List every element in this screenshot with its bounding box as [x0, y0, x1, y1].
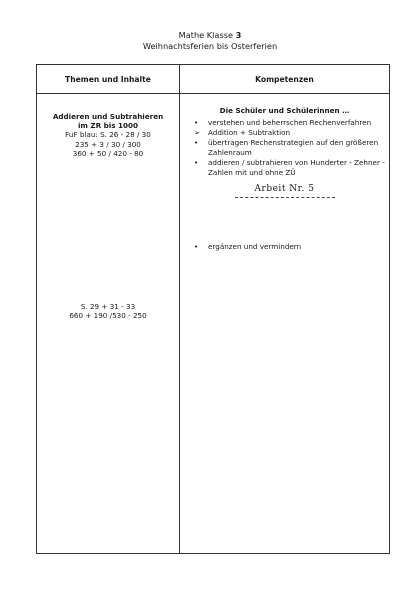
list-item: [194, 118, 389, 128]
list-item: [194, 158, 389, 178]
topic-title-line: Addieren und Subtrahieren: [52, 112, 164, 121]
arrow-bullet-icon: ➢: [194, 128, 201, 137]
list-item-text: verstehen und beherrschen Rechenverfahren: [208, 118, 372, 127]
competencies-cell: [180, 94, 390, 554]
col2-header: Kompetenzen: [180, 65, 390, 94]
topic-line: FuF blau: S. 26 - 28 / 30: [65, 130, 151, 140]
topic-line: S. 29 + 31 - 33: [80, 302, 136, 312]
topics-cell: [37, 94, 180, 554]
bullet-icon: •: [194, 242, 199, 251]
topic-block-1: [37, 112, 179, 158]
bullet-icon: •: [194, 138, 199, 147]
competencies-intro: Die Schüler und Schülerinnen …: [219, 106, 350, 115]
content-row: [37, 94, 390, 554]
plan-table: [36, 64, 390, 554]
topic-line: 235 + 3 / 30 / 300: [75, 139, 141, 149]
list-item-text: übertragen Rechenstrategien auf den größeren Zahlenraum: [208, 138, 379, 157]
list-item-text: Addition + Subtraktion: [208, 128, 291, 137]
list-item-text: addieren / subtrahieren von Hunderter - Zehner - Zahlen mit und ohne ZÜ: [208, 158, 385, 177]
list-item-text: ergänzen und vermindern: [208, 242, 302, 251]
header-row: [37, 65, 390, 94]
topic-block-2: [37, 302, 179, 320]
subtitle-line: Weihnachtsferien bis Osterferien: [142, 41, 278, 51]
competency-list-2: [180, 242, 389, 252]
list-item: [194, 138, 389, 158]
dashed-divider: [235, 197, 335, 198]
topic-line: 360 + 50 / 420 - 80: [72, 148, 144, 158]
topic-title-line: im ZR bis 1000: [77, 121, 139, 131]
topic-line: 660 + 190 /530 - 250: [69, 311, 147, 321]
list-item: [194, 242, 389, 252]
col1-header: Themen und Inhalte: [37, 65, 180, 94]
list-item: [194, 128, 389, 138]
grade-number: 3: [235, 30, 242, 40]
title-prefix: Mathe Klasse: [178, 30, 236, 40]
competency-list-1: [180, 118, 389, 178]
bullet-icon: •: [194, 158, 199, 167]
document-header: [0, 30, 420, 52]
title-line: [0, 30, 420, 41]
bullet-icon: •: [194, 118, 199, 127]
handwritten-note: Arbeit Nr. 5: [254, 184, 315, 194]
